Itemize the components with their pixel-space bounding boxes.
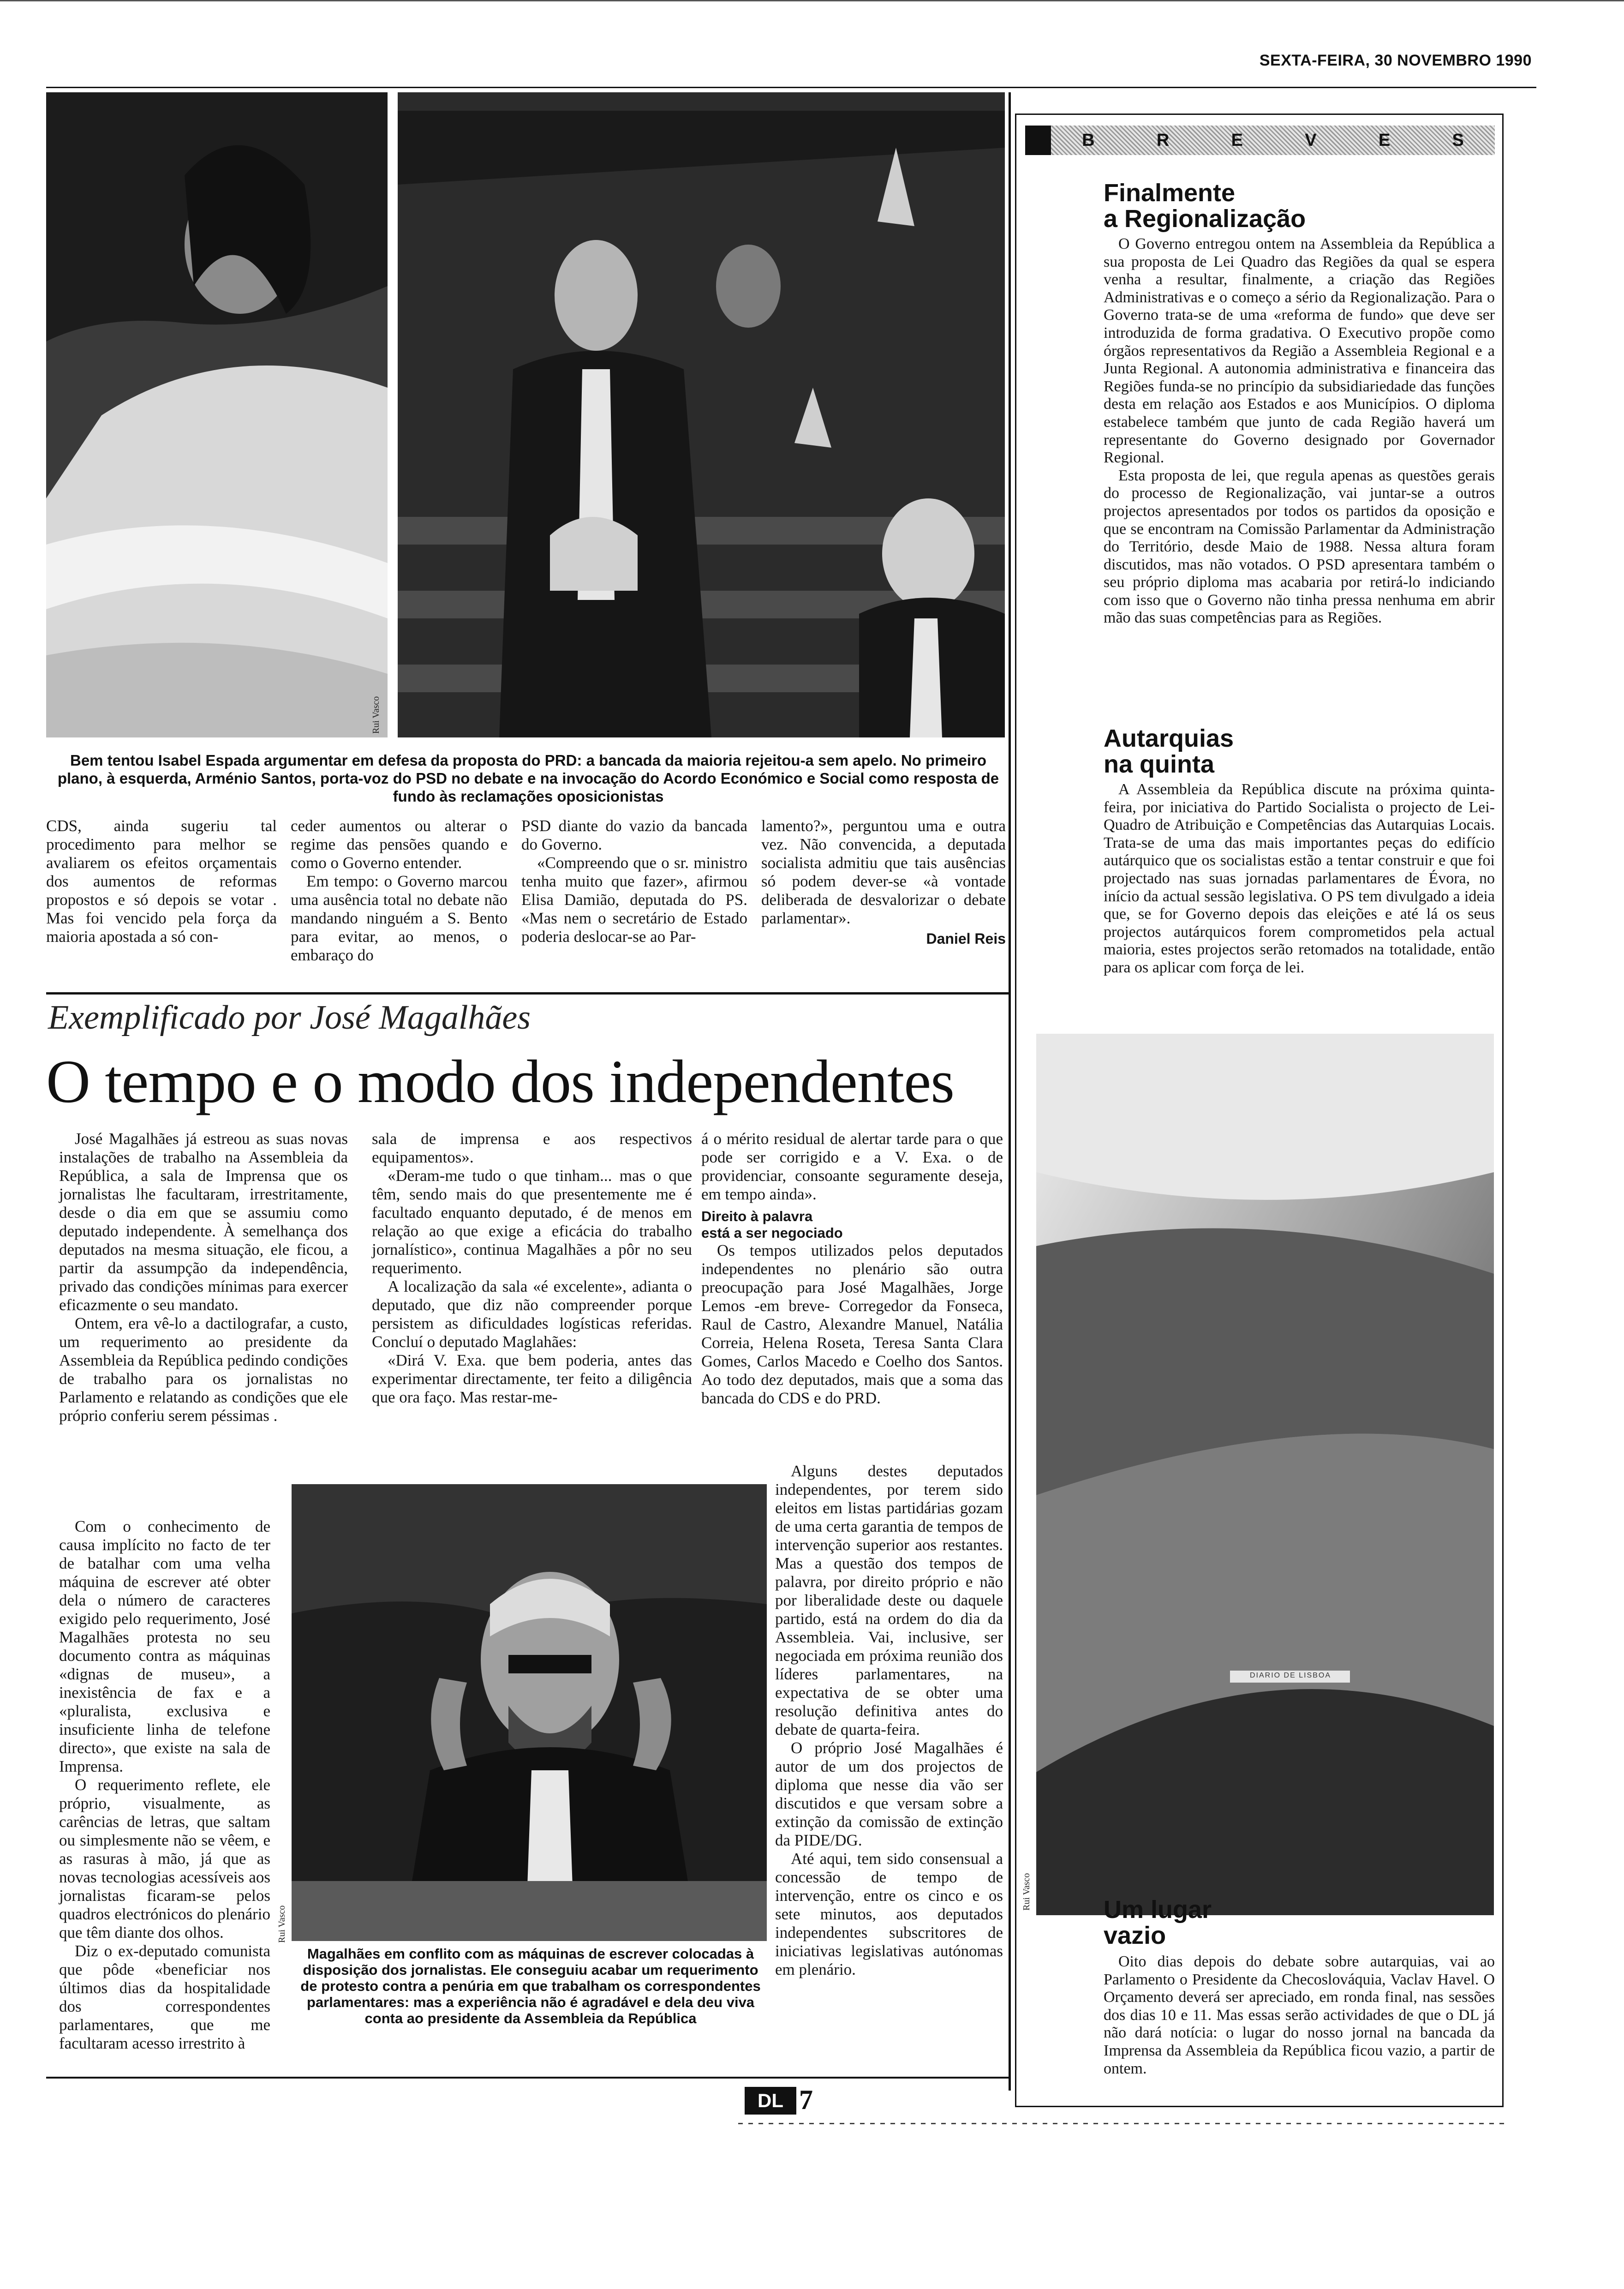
magalhaes-photo-caption: Magalhães em conflito com as máquinas de escrever colocadas à disposição dos jornalistas. Ele conseguiu acabar um requerimento de protesto contra a penúria em que trabalham os correspondentes parlamentares: mas a experiência não é agradável e dela deu viva conta ao presidente da Assembleia da República xyxy=(300,1946,761,2026)
top-story-column-3 xyxy=(521,817,747,946)
main-column-1 xyxy=(59,1130,348,1425)
top-story-text: lamento?», perguntou uma e outra vez. Não convencida, a deputada socialista admitiu que tais ausências só podem dever-se «à vontade deliberada de desvalorizar o debate parlamentar». xyxy=(761,817,1006,927)
main-paragraph: «Deram-me tudo o que tinham... mas o que têm, sendo mais do que presentemente me é facultado enquanto deputado, é de menos em relação ao que exige a eficácia do trabalho jornalístico», continua Magalhães a pôr no seu requerimento. xyxy=(372,1167,692,1277)
brief-paragraph: Oito dias depois do debate sobre autarquias, vai ao Parlamento o Presidente da Checoslováquia, Vaclav Havel. O Orçamento deverá ser apreciado, em ronda final, nas sessões dos dias 10 e 11. Mas essas serão actividades de que o DL já não dará notícia: o lugar do nosso jornal na bancada da Imprensa da Assembleia da República ficou vazio, a partir de ontem. xyxy=(1104,1953,1495,2077)
briefs-banner-block xyxy=(1025,126,1051,155)
top-story-column-2 xyxy=(291,817,508,965)
top-story-column-4 xyxy=(761,817,1006,948)
main-paragraph: Com o conhecimento de causa implícito no facto de ter de batalhar com uma velha máquina de escrever até obter dela o número de caracteres exigido pelo requerimento, José Magalhães protesta no seu documento contra as máquinas «dignas de museu», a inexistência de fax e a «pluralista, exclusiva e insuficiente linha de telefone directo», que existe na sala de Imprensa. xyxy=(59,1517,270,1775)
main-paragraph: sala de imprensa e aos respectivos equipamentos». xyxy=(372,1130,692,1166)
briefs-rule-right xyxy=(1502,114,1504,2107)
main-paragraph: José Magalhães já estreou as suas novas instalações de trabalho na Assembleia da República, a sala de Imprensa que os jornalistas lhe facultaram, irrestritamente, desde o dia em que se assumiu como deputado independente. À semelhança dos deputados na mesma situação, ele ficou, a partir da assumpção da independência, privado das condições mínimas para exercer eficazmente o seu mandato. xyxy=(59,1130,348,1314)
main-paragraph: Ontem, era vê-lo a dactilografar, a custo, um requerimento ao presidente da Assembleia da República pedindo condições de trabalho para os jornalistas no Parlamento e relatando as condições que ele próprio conferiu serem péssimas . xyxy=(59,1314,348,1425)
main-column-3-lower xyxy=(775,1462,1003,1979)
article-kicker: Exemplificado por José Magalhães xyxy=(48,999,531,1037)
top-story-text: ceder aumentos ou alterar o regime das pensões quando e como o Governo entender. xyxy=(291,817,508,872)
briefs-banner-letters xyxy=(1051,131,1495,150)
subhead-line: Direito à palavra xyxy=(701,1208,813,1224)
top-story-text: Em tempo: o Governo marcou uma ausência total no debate não mandando ninguém a S. Bento para evitar, ao menos, o embaraço do xyxy=(291,872,508,964)
main-paragraph: Alguns destes deputados independentes, por terem sido eleitos em listas partidárias gozam de uma certa garantia de tempos de intervenção superior aos restantes. Mas a questão dos tempos de palavra, por direito próprio e não por liberalidade deste ou daquele partido, está na ordem do dia da Assembleia. Vai, inclusive, ser negociada em próxima reunião dos líderes parlamentares, na expectativa de se obter uma resolução definitiva antes do debate de quarta-feira. xyxy=(775,1462,1003,1738)
brief-paragraph: A Assembleia da República discute na próxima quinta-feira, por iniciativa do Partido Socialista o projecto de Lei-Quadro de Atribuição e Competências das Autarquias Locais. Trata-se de uma das mais importantes peças do edifício autárquico que os socialistas estão a tentar construir e que foi projectado nas suas jornadas parlamentares de Évora, no início da actual sessão legislativa. O PS tem divulgado a ideia que, se for Governo depois das eleições e até lá os seus projectos autárquicos forem comprometidos pela actual maioria, estes projectos serão retomados na totalidade, então para os aplicar com força de lei. xyxy=(1104,781,1495,976)
briefs-rule-bottom xyxy=(1015,2106,1504,2107)
main-paragraph: O próprio José Magalhães é autor de um dos projectos de diploma que nesse dia vão ser discutidos e que versam sobre a extinção da comissão de extinção da PIDE/DG. xyxy=(775,1739,1003,1849)
brief-title-line: a Regionalização xyxy=(1104,205,1306,233)
banner-letter: E xyxy=(1231,130,1243,150)
main-paragraph: Diz o ex-deputado comunista que pôde «beneficiar nos últimos dias da hospitalidade dos correspondentes parlamentares, que me facultaram acesso irrestrito à xyxy=(59,1942,270,2052)
top-story-text: «Compreendo que o sr. ministro tenha muito que fazer», afirmou Elisa Damião, deputada do PS. «Mas nem o secretário de Estado poderia deslocar-se ao Par- xyxy=(521,854,747,946)
brief-title-line: Um lugar xyxy=(1104,1896,1212,1923)
page-logo: DL xyxy=(745,2087,796,2115)
byline-daniel-reis: Daniel Reis xyxy=(926,930,1006,947)
main-paragraph: «Dirá V. Exa. que bem poderia, antes das experimentar directamente, ter feito a diligência que ora faço. Mas restar-me- xyxy=(372,1351,692,1406)
footer-dotted-rule xyxy=(738,2123,1504,2124)
brief-title-lugar-vazio xyxy=(1104,1897,1491,1948)
brief-title-line: na quinta xyxy=(1104,750,1214,778)
photo-sign-label: DIARIO DE LISBOA xyxy=(1249,1672,1331,1679)
photo-isabel-espada xyxy=(46,92,388,737)
brief-title-regionalizacao xyxy=(1104,180,1491,232)
header-rule xyxy=(46,87,1536,88)
top-story-column-1 xyxy=(46,817,277,946)
brief-paragraph: O Governo entregou ontem na Assembleia da República a sua proposta de Lei Quadro das Regiões da qual se espera venha a resultar, finalmente, a criação das Regiões Administrativas e o começo a sério da Regionalização. Para o Governo trata-se de uma «reforma de fundo» que deve ser introduzida de forma gradativa. O Executivo propõe como órgãos representativos da Região a Assembleia Regional e a Junta Regional. A autonomia administrativa e financeira das Regiões funda-se no princípio da subsidiariedade das funções desta em relação aos Estados e aos Municípios. O diploma estabelece também que junto de cada Região haverá um representante do Governo designado por Governador Regional. xyxy=(1104,235,1495,467)
photo-jose-magalhaes xyxy=(292,1484,767,1941)
photo-credit-magalhaes: Rui Vasco xyxy=(277,1905,287,1943)
brief-body-regionalizacao xyxy=(1104,235,1495,627)
main-paragraph: á o mérito residual de alertar tarde para o que pode ser corrigido e a V. Exa. o de providenciar, consoante seguramente deseja, em tempo ainda». xyxy=(701,1130,1003,1203)
article-headline: O tempo e o modo dos independentes xyxy=(46,1047,955,1115)
banner-letter: R xyxy=(1156,130,1170,150)
main-article-rule-bottom xyxy=(46,2077,1010,2079)
brief-title-line: vazio xyxy=(1104,1922,1166,1949)
banner-letter: V xyxy=(1305,130,1317,150)
briefs-rule-left xyxy=(1015,114,1016,2107)
subhead-direito-palavra xyxy=(701,1208,1003,1241)
brief-title-line: Autarquias xyxy=(1104,725,1234,752)
top-edge-rule xyxy=(0,0,1624,1)
brief-body-lugar-vazio xyxy=(1104,1953,1495,2078)
photo-credit-top: Rui Vasco xyxy=(371,696,381,734)
dateline: SEXTA-FEIRA, 30 NOVEMBRO 1990 xyxy=(1259,52,1532,69)
top-story-text: PSD diante do vazio da bancada do Governo. xyxy=(521,817,747,853)
main-paragraph: Os tempos utilizados pelos deputados independentes no plenário são outra preocupação para José Magalhães, Jorge Lemos -em breve- Corregedor da Fonseca, Raul de Castro, Alexandre Manuel, Natália Correia, Helena Roseta, Teresa Santa Clara Gomes, Carlos Macedo e Coelho dos Santos. Ao todo dez deputados, mais que a soma das bancada do CDS e do PRD. xyxy=(701,1241,1003,1407)
brief-title-autarquias xyxy=(1104,725,1491,777)
banner-letter: B xyxy=(1082,130,1095,150)
brief-body-autarquias xyxy=(1104,781,1495,977)
banner-letter: E xyxy=(1378,130,1391,150)
main-paragraph: O requerimento reflete, ele próprio, visualmente, as carências de letras, que saltam ou simplesmente não se vêem, e as rasuras à mão, já que as novas tecnologias acessíveis aos jornalistas ficaram-se pelos quadros electrónicos do plenário que têm diante dos olhos. xyxy=(59,1776,270,1941)
brief-paragraph: Esta proposta de lei, que regula apenas as questões gerais do processo de Regionalização, vai juntar-se a outros projectos apresentados por todos os partidos da oposição e que se encontram na Comissão Parlamentar da Administração do Território, desde Maio de 1988. Nessa altura foram discutidos, mas não votados. O PSD apresentara também o seu próprio diploma mas acabaria por retirá-lo indiciando com isso que o Governo não tinha pressa nenhuma em abrir mão das suas competências para as Regiões. xyxy=(1104,467,1495,627)
photo-parliament-vote xyxy=(398,92,1005,737)
page-number: 7 xyxy=(799,2085,813,2115)
briefs-rule-top xyxy=(1015,114,1504,115)
main-article-rule-top xyxy=(46,992,1010,995)
main-column-3 xyxy=(701,1130,1003,1408)
main-column-2 xyxy=(372,1130,692,1407)
main-paragraph: Até aqui, tem sido consensual a concessão de tempo de intervenção, entre os cinco e os sete minutos, aos deputados independentes subscritores de iniciativas legislativas autónomas em plenário. xyxy=(775,1850,1003,1978)
top-story-text: CDS, ainda sugeriu tal procedimento para melhor se avaliarem os efeitos orçamentais dos aumentos de reformas propostos e só depois se votar . Mas foi vencido pela força da maioria apostada a só con- xyxy=(46,817,277,946)
main-paragraph: A localização da sala «é excelente», adianta o deputado, que diz não compreender porque persistem as dificuldades logísticas referidas. Concluí o deputado Maglahães: xyxy=(372,1277,692,1351)
photo-credit-briefs: Rui Vasco xyxy=(1021,1873,1032,1911)
briefs-banner xyxy=(1025,126,1495,155)
banner-letter: S xyxy=(1452,130,1464,150)
subhead-line: está a ser negociado xyxy=(701,1225,843,1241)
photo-empty-seat xyxy=(1036,1034,1494,1915)
top-photo-caption: Bem tentou Isabel Espada argumentar em defesa da proposta do PRD: a bancada da maioria rejeitou-a sem apelo. No primeiro plano, à esquerda, Arménio Santos, porta-voz do PSD no debate e na invocação do Acordo Económico e Social como resposta de fundo às reclamações oposicionistas xyxy=(57,752,999,805)
main-column-1-lower xyxy=(59,1517,270,2053)
brief-title-line: Finalmente xyxy=(1104,179,1236,207)
